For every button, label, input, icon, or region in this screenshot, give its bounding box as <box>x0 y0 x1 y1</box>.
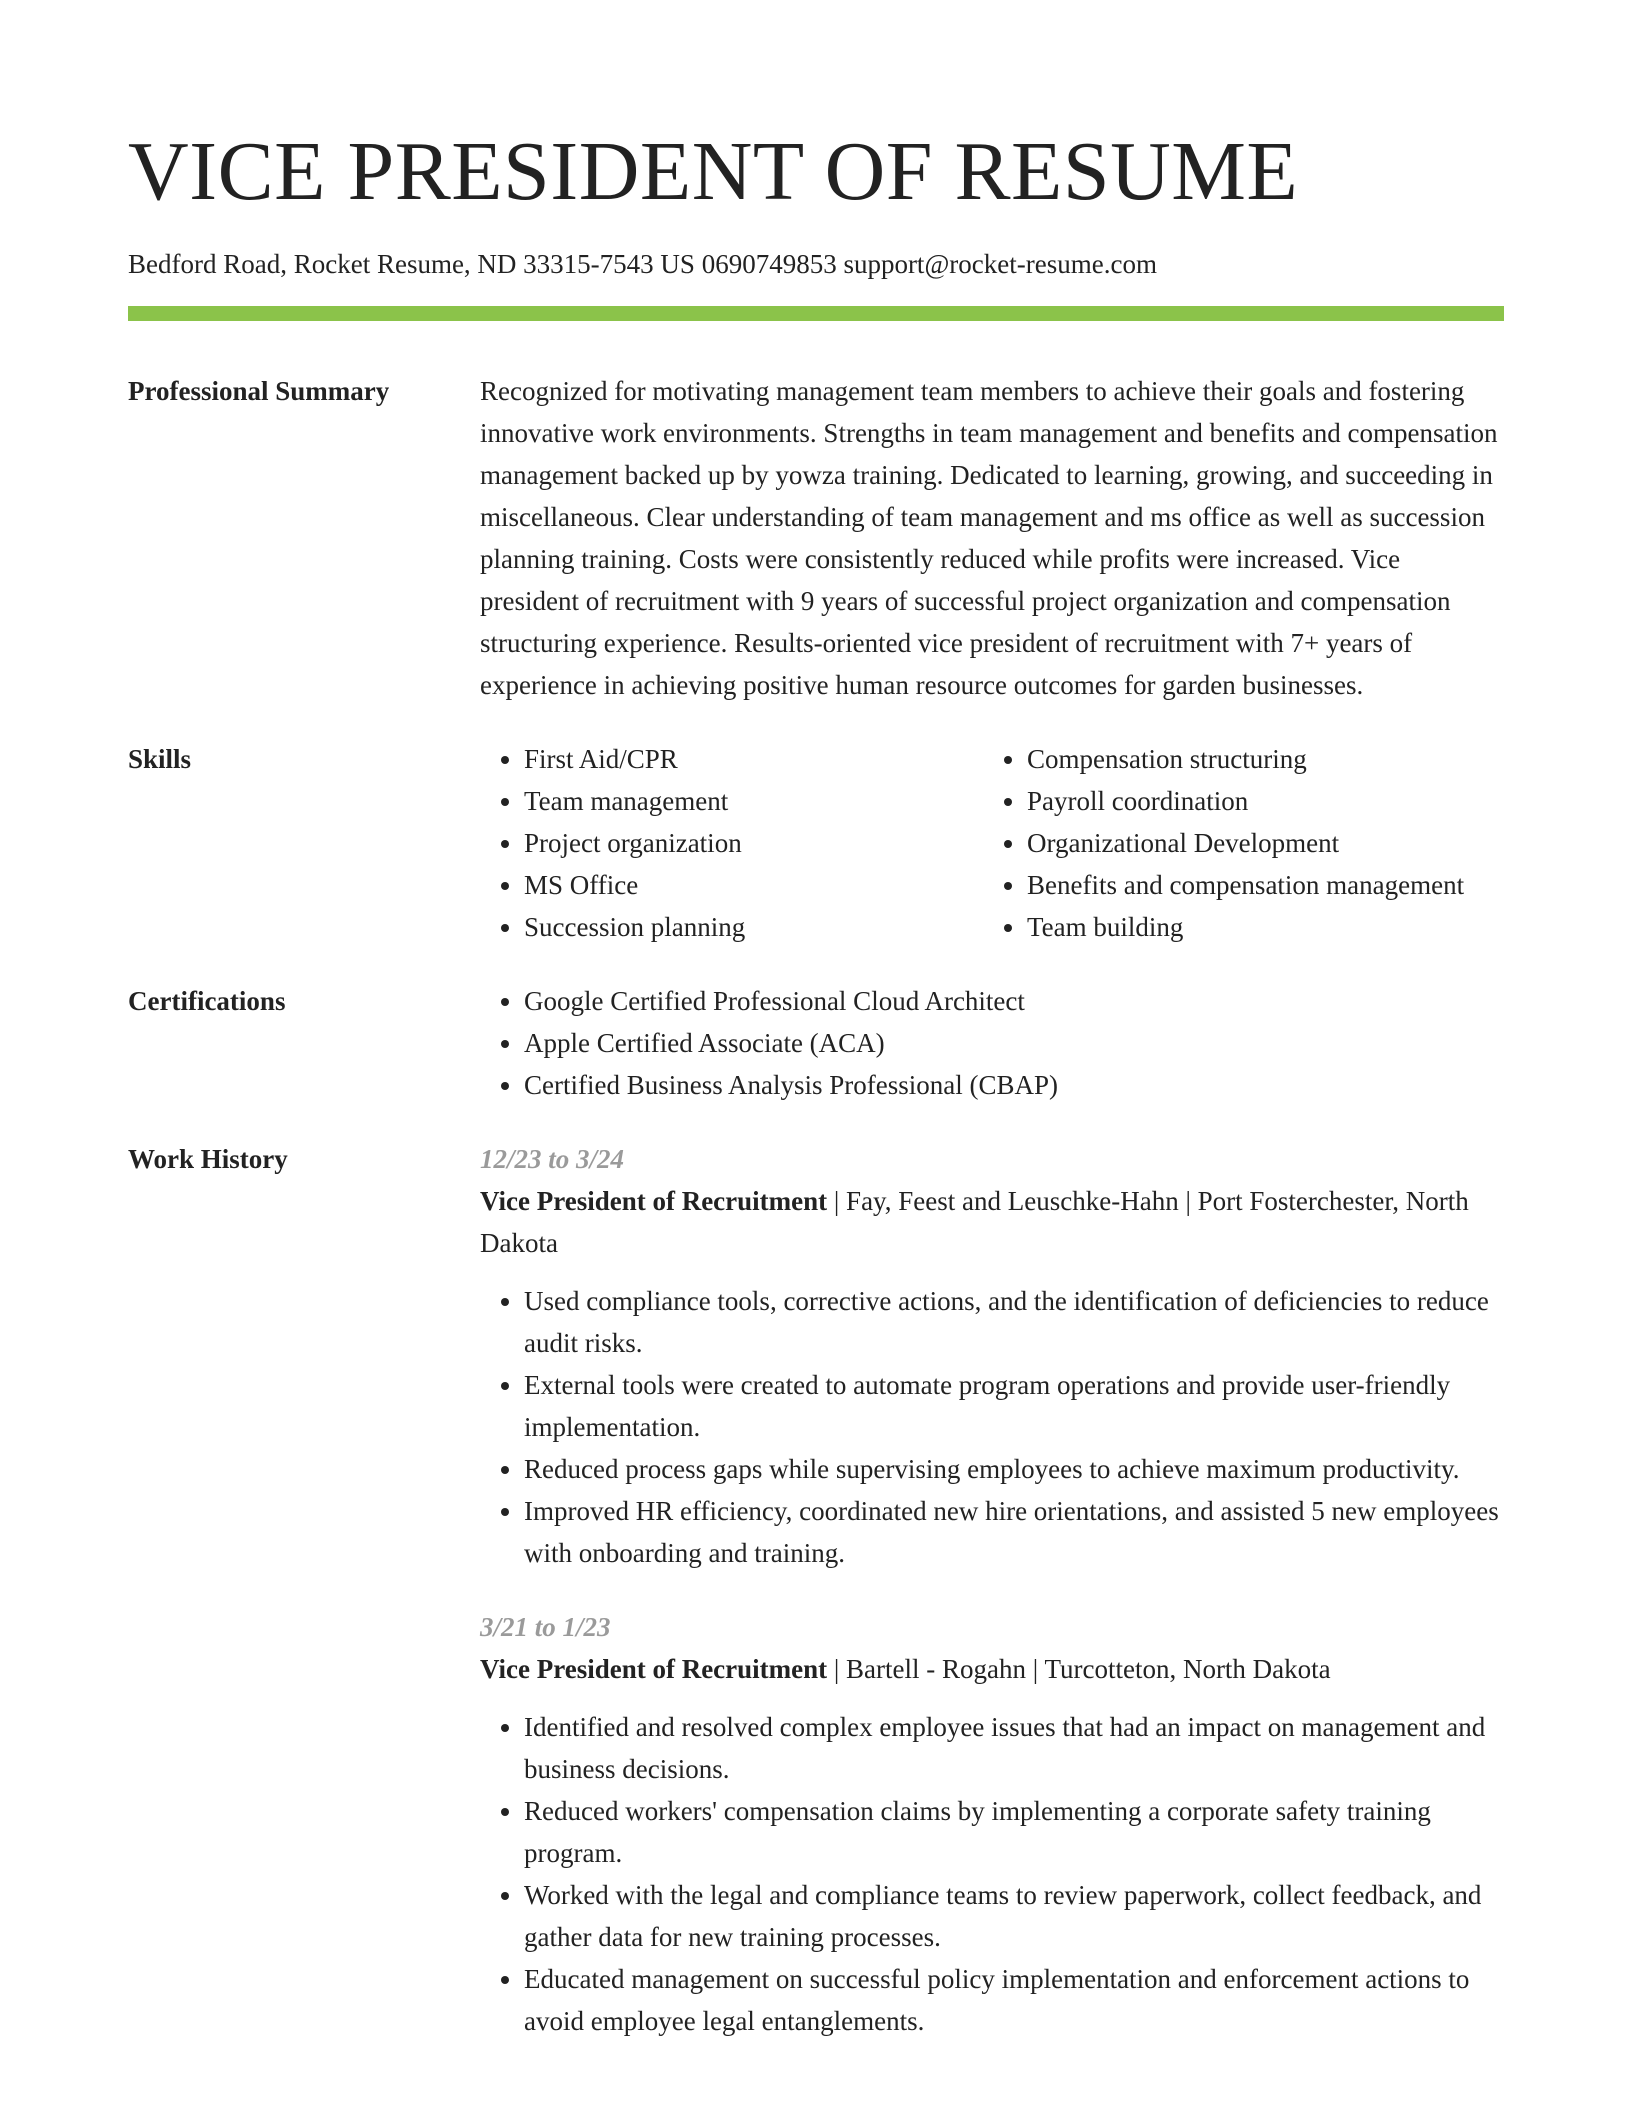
skills-heading: Skills <box>128 744 192 774</box>
job-entry <box>480 1138 1504 1574</box>
certifications-list <box>480 980 1504 1106</box>
job-title: Vice President of Recruitment <box>480 1654 828 1684</box>
skill-item: • Organizational Development <box>1027 822 1486 864</box>
job-bullet: • Reduced process gaps while supervising employees to achieve maximum productivity. <box>524 1448 1504 1490</box>
header-divider <box>128 306 1504 321</box>
job-company: | Fay, Feest and Leuschke-Hahn <box>827 1186 1179 1216</box>
work-history-body <box>480 1138 1504 2042</box>
certifications-body <box>480 980 1504 1106</box>
skill-item: • Team management <box>524 780 983 822</box>
resume-name: VICE PRESIDENT OF RESUME <box>128 125 1299 218</box>
work-history-heading: Work History <box>128 1144 288 1174</box>
summary-heading: Professional Summary <box>128 376 390 406</box>
contact-address: Bedford Road, Rocket Resume, ND 33315-7543 US <box>128 249 695 279</box>
skills-list-left <box>480 738 983 948</box>
job-bullet: • Reduced workers' compensation claims by implementing a corporate safety training program. <box>524 1790 1504 1874</box>
job-company: | Bartell - Rogahn <box>827 1654 1026 1684</box>
certification-item: • Apple Certified Associate (ACA) <box>524 1022 1504 1064</box>
skill-item: • Team building <box>1027 906 1486 948</box>
job-bullet: • Educated management on successful policy implementation and enforcement actions to avoid employee legal entanglements. <box>524 1958 1504 2042</box>
skills-body <box>480 738 1504 948</box>
skills-section <box>128 738 1504 948</box>
summary-text: Recognized for motivating management team members to achieve their goals and fostering innovative work environments. Strengths in team management and benefits and compensation management backed up by yowza training. Dedicated to learning, growing, and succeeding in miscellaneous. Clear understanding of team management and ms office as well as succession planning training. Costs were consistently reduced while profits were increased. Vice president of recruitment with 9 years of successful project organization and compensation structuring experience. Results-oriented vice president of recruitment with 7+ years of experience in achieving positive human resource outcomes for garden businesses. <box>480 376 1498 700</box>
job-bullets <box>480 1280 1504 1574</box>
skill-item: • Succession planning <box>524 906 983 948</box>
skills-column-left <box>480 738 983 948</box>
contact-phone: 0690749853 <box>701 249 837 279</box>
job-bullets <box>480 1706 1504 2042</box>
job-dates: 3/21 to 1/23 <box>480 1612 611 1642</box>
skill-item: • Compensation structuring <box>1027 738 1486 780</box>
certification-item: • Certified Business Analysis Professional (CBAP) <box>524 1064 1504 1106</box>
job-bullet: • Improved HR efficiency, coordinated new hire orientations, and assisted 5 new employees with onboarding and training. <box>524 1490 1504 1574</box>
job-bullet: • Identified and resolved complex employee issues that had an impact on management and business decisions. <box>524 1706 1504 1790</box>
skill-item: • First Aid/CPR <box>524 738 983 780</box>
resume-page <box>128 0 1504 2042</box>
job-location: | Port Fosterchester, North Dakota <box>480 1186 1469 1258</box>
certification-item: • Google Certified Professional Cloud Architect <box>524 980 1504 1022</box>
work-history-section <box>128 1138 1504 2042</box>
summary-body <box>480 370 1504 706</box>
certifications-heading: Certifications <box>128 986 286 1016</box>
job-bullet: • External tools were created to automate program operations and provide user-friendly implementation. <box>524 1364 1504 1448</box>
contact-line <box>128 246 1504 282</box>
job-bullet: • Used compliance tools, corrective actions, and the identification of deficiencies to reduce audit risks. <box>524 1280 1504 1364</box>
skill-item: • MS Office <box>524 864 983 906</box>
job-location: | Turcotteton, North Dakota <box>1026 1654 1331 1684</box>
summary-section <box>128 370 1504 706</box>
certifications-section <box>128 980 1504 1106</box>
job-bullet: • Worked with the legal and compliance teams to review paperwork, collect feedback, and gather data for new training processes. <box>524 1874 1504 1958</box>
job-title: Vice President of Recruitment <box>480 1186 828 1216</box>
contact-email: support@rocket-resume.com <box>843 249 1157 279</box>
skill-item: • Benefits and compensation management <box>1027 864 1486 906</box>
job-header <box>480 1648 1504 1690</box>
skills-list-right <box>983 738 1486 948</box>
job-header <box>480 1180 1504 1264</box>
skills-column-right <box>983 738 1486 948</box>
job-entry <box>480 1606 1504 2042</box>
job-dates: 12/23 to 3/24 <box>480 1144 625 1174</box>
skill-item: • Payroll coordination <box>1027 780 1486 822</box>
skill-item: • Project organization <box>524 822 983 864</box>
